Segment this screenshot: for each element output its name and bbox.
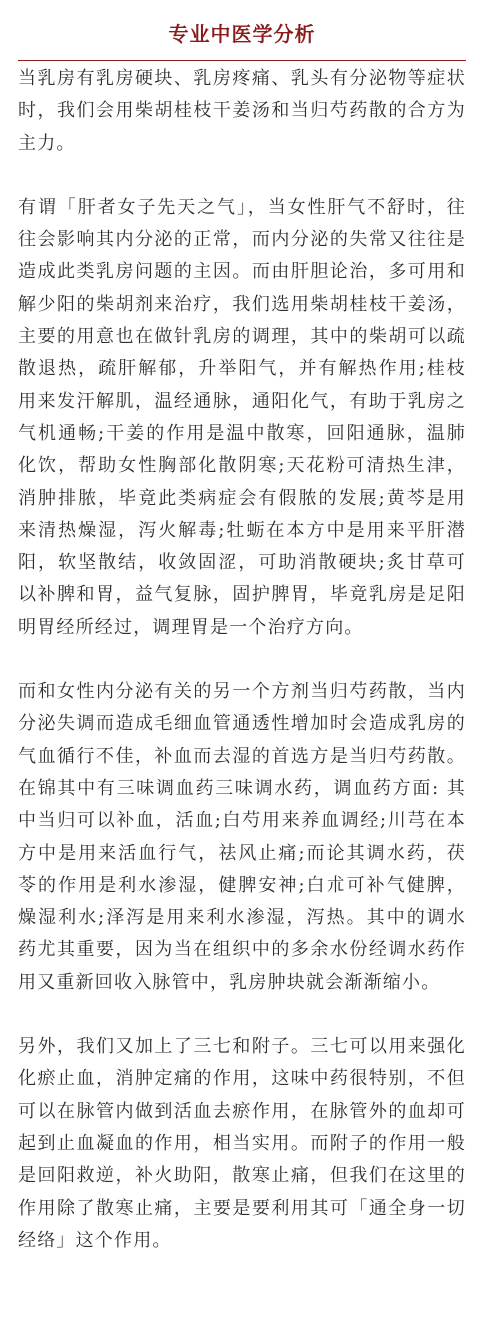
paragraph-intro: 当乳房有乳房硬块、乳房疼痛、乳头有分泌物等症状时，我们会用柴胡桂枝干姜汤和当归芍药散的合方为主力。 <box>18 68 466 154</box>
article-title: 专业中医学分析 <box>168 22 316 46</box>
paragraph-danggui-formula: 而和女性内分泌有关的另一个方剂当归芍药散，当内分泌失调而造成毛细血管通透性增加时会造成乳房的气血循行不佳，补血而去湿的首选方是当归芍药散。在锦其中有三味调血药三味调水药，调血药方面: 其中当归可以补血，活血;白芍用来养血调经;川芎在本方中是用来活血行气，祛风止痛;而论其调水药，茯苓的作用是利水渗湿，健脾安神;白朮可补气健脾，燥湿利水;泽泻是用来利水渗湿，泻热。其中的调水药尤其重要，因为当在组织中的多余水份经调水药作用又重新回收入脉管中，乳房肿块就会渐渐缩小。 <box>18 681 466 993</box>
article-body <box>18 60 466 1257</box>
paragraph-sanqi-fuzi: 另外，我们又加上了三七和附子。三七可以用来强化化瘀止血，消肿定痛的作用，这味中药很特别，不但可以在脉管内做到活血去瘀作用，在脉管外的血却可起到止血凝血的作用，相当实用。而附子的作用一般是回阳救逆，补火助阳，散寒止痛，但我们在这里的作用除了散寒止痛，主要是要利用其可「通全身一切经络」这个作用。 <box>18 1036 466 1251</box>
paragraph-chaihu-formula: 有谓「肝者女子先天之气」，当女性肝气不舒时，往往会影响其内分泌的正常，而内分泌的失常又往往是造成此类乳房问题的主因。而由肝胆论治，多可用和解少阳的柴胡剂来治疗，我们选用柴胡桂枝干姜汤，主要的用意也在做针乳房的调理，其中的柴胡可以疏散退热，疏肝解郁，升举阳气，并有解热作用;桂枝用来发汗解肌，温经通脉，通阳化气，有助于乳房之气机通畅;干姜的作用是温中散寒，回阳通脉，温肺化饮，帮助女性胸部化散阴寒;天花粉可清热生津，消肿排脓，毕竟此类病症会有假脓的发展;黄芩是用来清热燥湿，泻火解毒;牡蛎在本方中是用来平肝潜阳，软坚散结，收敛固涩，可助消散硬块;炙甘草可以补脾和胃，益气复脉，固护脾胃，毕竟乳房是足阳明胃经所经过，调理胃是一个治疗方向。 <box>18 196 466 638</box>
